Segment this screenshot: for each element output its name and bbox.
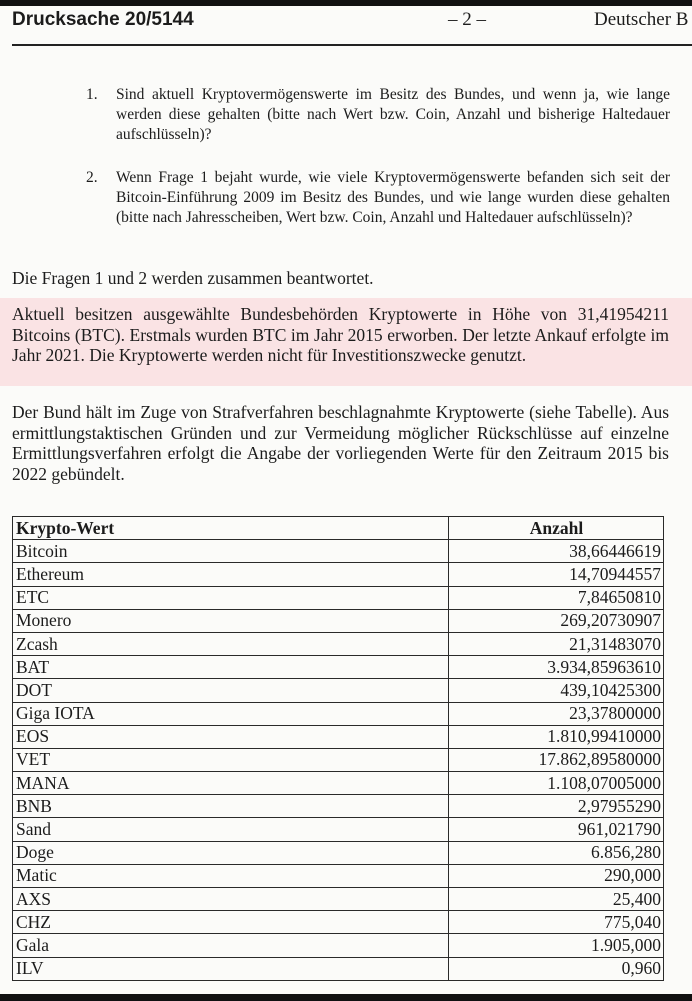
asset-amount: 6.856,280 bbox=[449, 841, 664, 864]
asset-amount: 1.905,000 bbox=[449, 934, 664, 957]
asset-amount: 17.862,89580000 bbox=[449, 748, 664, 771]
table-row bbox=[13, 748, 664, 771]
asset-amount: 23,37800000 bbox=[449, 702, 664, 725]
asset-name: ILV bbox=[13, 957, 449, 980]
asset-name: Sand bbox=[13, 818, 449, 841]
asset-name: Giga IOTA bbox=[13, 702, 449, 725]
table-row bbox=[13, 656, 664, 679]
asset-name: BAT bbox=[13, 656, 449, 679]
bottom-border bbox=[0, 994, 692, 1001]
asset-amount: 25,400 bbox=[449, 888, 664, 911]
table-row bbox=[13, 841, 664, 864]
table-row bbox=[13, 702, 664, 725]
asset-amount: 38,66446619 bbox=[449, 540, 664, 563]
question-1 bbox=[86, 85, 670, 145]
table-row bbox=[13, 957, 664, 980]
asset-amount: 439,10425300 bbox=[449, 679, 664, 702]
table-header-row bbox=[13, 517, 664, 540]
asset-name: Monero bbox=[13, 609, 449, 632]
table-row bbox=[13, 586, 664, 609]
table-row bbox=[13, 540, 664, 563]
table-row bbox=[13, 725, 664, 748]
asset-name: BNB bbox=[13, 795, 449, 818]
asset-name: CHZ bbox=[13, 911, 449, 934]
header-rule bbox=[12, 44, 692, 46]
asset-name: Gala bbox=[13, 934, 449, 957]
asset-name: Matic bbox=[13, 864, 449, 887]
table-row bbox=[13, 563, 664, 586]
asset-name: EOS bbox=[13, 725, 449, 748]
table-row bbox=[13, 934, 664, 957]
table-row bbox=[13, 864, 664, 887]
asset-amount: 775,040 bbox=[449, 911, 664, 934]
question-number: 2. bbox=[86, 169, 98, 186]
asset-amount: 0,960 bbox=[449, 957, 664, 980]
column-header-asset: Krypto-Wert bbox=[13, 517, 449, 540]
asset-amount: 7,84650810 bbox=[449, 586, 664, 609]
asset-amount: 21,31483070 bbox=[449, 632, 664, 655]
asset-amount: 3.934,85963610 bbox=[449, 656, 664, 679]
asset-amount: 1.810,99410000 bbox=[449, 725, 664, 748]
asset-name: VET bbox=[13, 748, 449, 771]
page-number: – 2 – bbox=[448, 9, 486, 30]
table-row bbox=[13, 818, 664, 841]
question-text: Wenn Frage 1 bejaht wurde, wie viele Kryptovermögenswerte befanden sich seit der Bitcoin-Einführung 2009 im Besitz des Bundes, und wie lange wurden diese gehalten (bitte nach Jahresscheiben, Wert bzw. Coin, Anzahl und Haltedauer aufschlüsseln)? bbox=[116, 169, 670, 226]
table-row bbox=[13, 888, 664, 911]
asset-amount: 1.108,07005000 bbox=[449, 772, 664, 795]
question-number: 1. bbox=[86, 86, 98, 103]
question-2 bbox=[86, 168, 670, 228]
asset-name: Bitcoin bbox=[13, 540, 449, 563]
asset-name: ETC bbox=[13, 586, 449, 609]
document-number: Drucksache 20/5144 bbox=[12, 9, 194, 30]
crypto-holdings-table bbox=[12, 516, 664, 981]
asset-name: Doge bbox=[13, 841, 449, 864]
table-row bbox=[13, 911, 664, 934]
table-row bbox=[13, 772, 664, 795]
asset-amount: 961,021790 bbox=[449, 818, 664, 841]
column-header-amount: Anzahl bbox=[449, 517, 664, 540]
document-header bbox=[0, 6, 692, 40]
asset-name: DOT bbox=[13, 679, 449, 702]
asset-amount: 14,70944557 bbox=[449, 563, 664, 586]
asset-name: Ethereum bbox=[13, 563, 449, 586]
asset-amount: 290,000 bbox=[449, 864, 664, 887]
asset-name: Zcash bbox=[13, 632, 449, 655]
answer-highlighted-paragraph: Aktuell besitzen ausgewählte Bundesbehörden Kryptowerte in Höhe von 31,41954211 Bitcoins (BTC). Erstmals wurden BTC im Jahr 2015 erworben. Der letzte Ankauf erfolgte im Jahr 2021. Die Kryptowerte werden nicht für Investitionszwecke genutzt. bbox=[12, 304, 669, 365]
table-row bbox=[13, 679, 664, 702]
asset-name: AXS bbox=[13, 888, 449, 911]
publisher: Deutscher B bbox=[594, 9, 689, 30]
asset-amount: 269,20730907 bbox=[449, 609, 664, 632]
asset-amount: 2,97955290 bbox=[449, 795, 664, 818]
answer-details-paragraph: Der Bund hält im Zuge von Strafverfahren beschlagnahmte Kryptowerte (siehe Tabelle). Aus ermittlungstaktischen Gründen und zur Vermeidung möglicher Rückschlüsse auf einzelne Ermittlungsverfahren erfolgt die Angabe der vorliegenden Werte für den Zeitraum 2015 bis 2022 gebündelt. bbox=[12, 402, 669, 484]
table-row bbox=[13, 795, 664, 818]
answer-intro: Die Fragen 1 und 2 werden zusammen beantwortet. bbox=[12, 268, 374, 288]
table-row bbox=[13, 609, 664, 632]
question-text: Sind aktuell Kryptovermögenswerte im Besitz des Bundes, und wenn ja, wie lange werden diese gehalten (bitte nach Wert bzw. Coin, Anzahl und bisherige Haltedauer aufschlüsseln)? bbox=[116, 86, 670, 143]
asset-name: MANA bbox=[13, 772, 449, 795]
table-row bbox=[13, 632, 664, 655]
